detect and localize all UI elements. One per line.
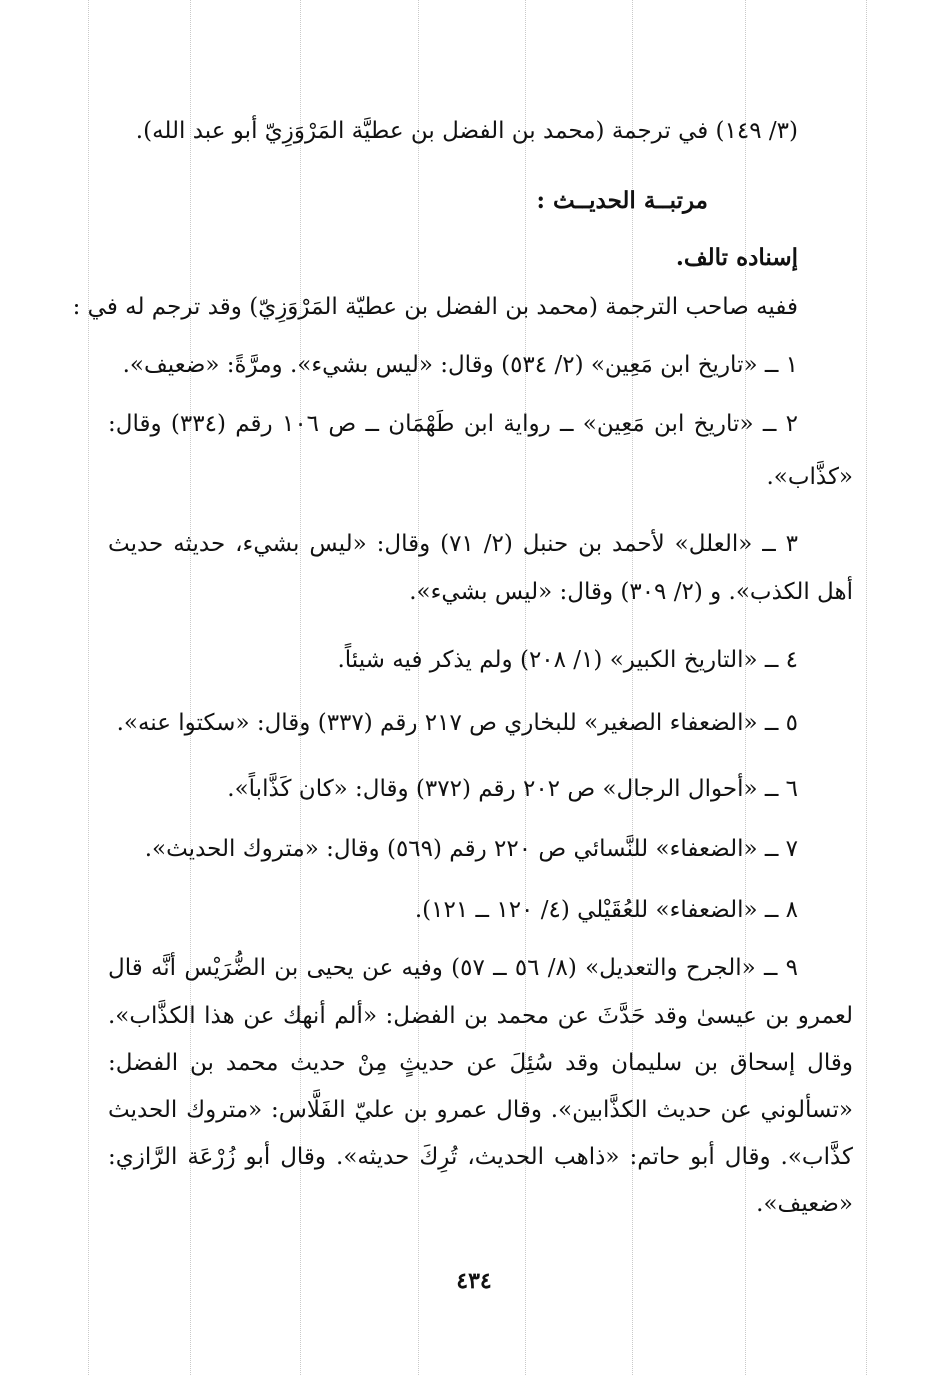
list-item-2-line-2: «كذَّاب». (766, 464, 853, 490)
list-item-6: ٦ ــ «أحوال الرجال» ص ٢٠٢ رقم (٣٧٢) وقال: «كان كَذَّاباً». (227, 776, 798, 802)
list-item-9-line-3: وقال إسحاق بن سليمان وقد سُئِلَ عن حديثٍ مِنْ حديث محمد بن الفضل: (108, 1050, 853, 1076)
list-item-7: ٧ ــ «الضعفاء» للنَّسائي ص ٢٢٠ رقم (٥٦٩) وقال: «متروك الحديث». (144, 836, 798, 862)
list-item-1: ١ ــ «تاريخ ابن مَعِين» (٢/ ٥٣٤) وقال: «ليس بشيء». ومرَّةً: «ضعيف». (122, 352, 798, 378)
top-note: (٣/ ١٤٩) في ترجمة (محمد بن الفضل بن عطيَّة المَرْوَزِيّ أبو عبد الله). (135, 118, 798, 144)
verdict: إسناده تالف. (675, 244, 798, 271)
list-item-9-line-1: ٩ ــ «الجرح والتعديل» (٨/ ٥٦ ــ ٥٧) وفيه عن يحيى بن الضُّرَيْس أنَّه قال (108, 955, 799, 981)
list-item-9-line-5: كذَّاب». وقال أبو حاتم: «ذاهب الحديث، تُرِكَ حديثه». وقال أبو زُرْعَة الرَّازي: (108, 1144, 853, 1170)
list-item-5: ٥ ــ «الضعفاء الصغير» للبخاري ص ٢١٧ رقم (٣٣٧) وقال: «سكتوا عنه». (116, 710, 798, 736)
list-item-8: ٨ ــ «الضعفاء» للعُقَيْلي (٤/ ١٢٠ ــ ١٢١). (414, 897, 798, 923)
guide-line (866, 0, 867, 1375)
list-item-9-line-6: «ضعيف». (756, 1191, 853, 1217)
list-item-3-line-2: أهل الكذب». و (٢/ ٣٠٩) وقال: «ليس بشيء». (409, 579, 853, 605)
list-item-3-line-1: ٣ ــ «العلل» لأحمد بن حنبل (٢/ ٧١) وقال: «ليس بشيء، حديثه حديث (108, 531, 798, 557)
list-item-4: ٤ ــ «التاريخ الكبير» (١/ ٢٠٨) ولم يذكر فيه شيئاً. (337, 647, 798, 673)
guide-line (88, 0, 89, 1375)
page-number: ٤٣٤ (456, 1268, 492, 1294)
list-item-9-line-2: لعمرو بن عيسىٰ وقد حَدَّثَ عن محمد بن الفضل: «ألم أنهك عن هذا الكذَّاب». (108, 1003, 853, 1029)
intro-text: ففيه صاحب الترجمة (محمد بن الفضل بن عطيّة المَرْوَزِيّ) وقد ترجم له في : (72, 294, 798, 320)
list-item-9-line-4: «تسألوني عن حديث الكذَّابين». وقال عمرو بن عليّ الفَلَّاس: «متروك الحديث (108, 1097, 853, 1123)
list-item-2-line-1: ٢ ــ «تاريخ ابن مَعِين» ــ رواية ابن طَهْمَان ــ ص ١٠٦ رقم (٣٣٤) وقال: (108, 411, 798, 437)
section-title: مرتبــة الحديــث : (536, 187, 708, 214)
